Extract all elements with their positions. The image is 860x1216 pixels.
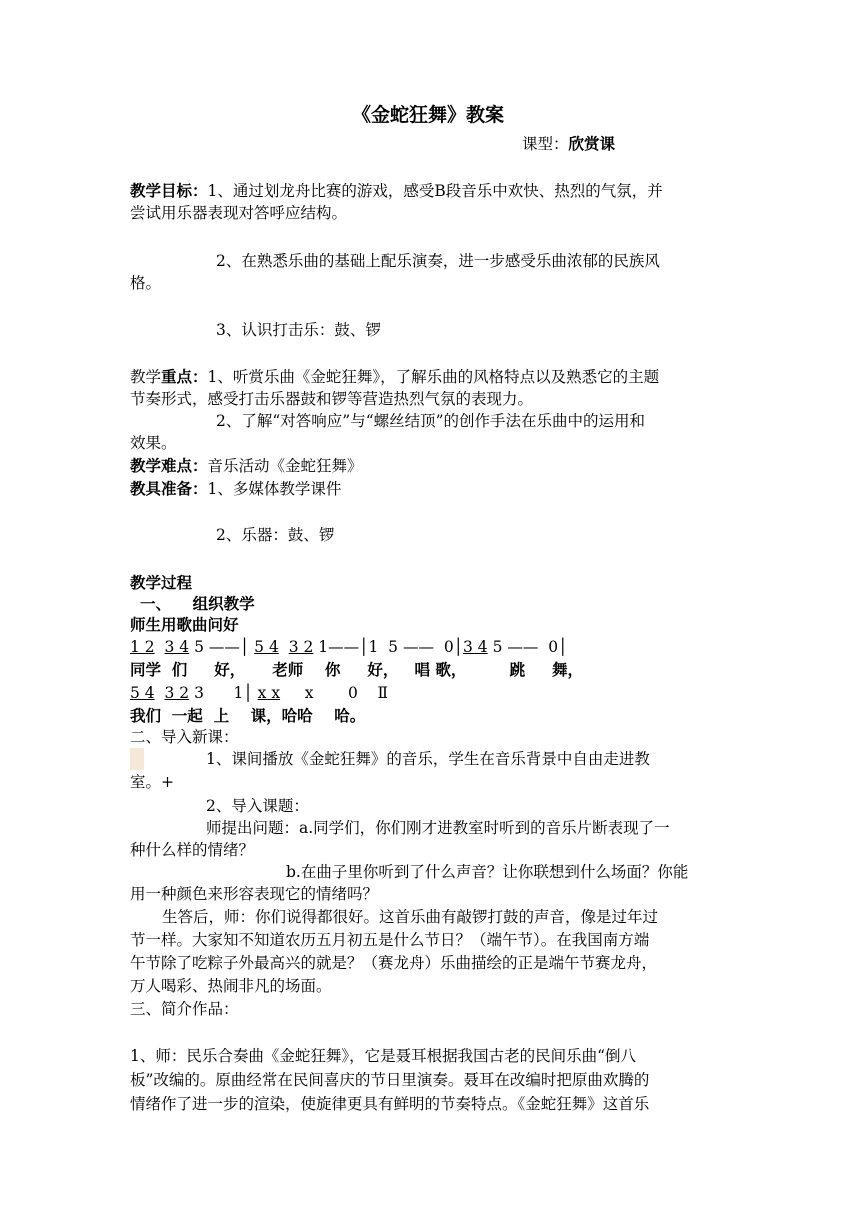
materials-line [130,478,341,500]
notation-group: 3 4 [463,638,488,656]
notation-group: 3 2 [164,684,190,702]
materials-item-1: 1、多媒体教学课件 [207,480,342,498]
course-type-value: 欣赏课 [568,134,616,153]
notation-group: 1——│1 5 —— 0│ [313,638,464,656]
difficulty-text: 音乐活动《金蛇狂舞》 [207,457,363,475]
key-points-line-1 [130,366,659,388]
process-step-1: 一、 组织教学 [140,594,255,613]
key-points-line-4: 效果。 [130,434,177,452]
objectives-line-2: 尝试用乐器表现对答呼应结构。 [130,204,348,222]
notation-group: 5 —— 0│ [487,638,568,656]
intro-line-1: 1、师：民乐合奏曲《金蛇狂舞》，它是聂耳根据我国古老的民间乐曲“倒八 [130,1047,637,1065]
course-type-label: 课型： [522,135,569,153]
step-2-item-2: 2、导入课题： [206,797,309,815]
notation-group: 5 4 [130,684,155,702]
highlight-marker [130,748,144,770]
question-b-line-2: 用一种颜色来形容表现它的情绪吗？ [130,885,379,903]
lyrics-line-2: 我们 一起 上 课，哈哈 哈。 [130,706,366,725]
objectives-text-1: 1、通过划龙舟比赛的游戏，感受B段音乐中欢快、热烈的气氛，并 [207,182,663,200]
notation-group: 3 4 [164,638,190,656]
process-heading: 教学过程 [130,573,193,592]
difficulty-label: 教学难点： [130,456,208,475]
notation-group: 5 4 [254,638,279,656]
notation-line-2 [130,682,388,704]
notation-group: x 0 Ⅱ [280,684,389,702]
question-a-line-1: 师提出问题：a.同学们，你们刚才进教室时听到的音乐片断表现了一 [206,819,670,837]
process-step-2: 二、导入新课： [130,728,239,746]
key-points-line-3: 2、了解“对答响应”与“螺丝结顶”的创作手法在乐曲中的运用和 [216,412,646,430]
objectives-item-2b: 格。 [130,274,162,292]
objectives-label: 教学目标： [130,181,208,200]
key-points-label-b: 重点： [161,367,208,386]
answer-line-3: 午节除了吃粽子外最高兴的就是？（赛龙舟）乐曲描绘的正是端午节赛龙舟， [130,954,658,972]
difficulty-line [130,455,363,477]
answer-line-4: 万人喝彩、热闹非凡的场面。 [130,977,332,995]
materials-label: 教具准备： [130,479,208,498]
objectives-item-2a: 2、在熟悉乐曲的基础上配乐演奏，进一步感受乐曲浓郁的民族风 [216,252,660,270]
answer-line-1: 生答后，师：你们说得都很好。这首乐曲有敲锣打鼓的声音，像是过年过 [162,908,659,926]
key-points-text-1: 1、听赏乐曲《金蛇狂舞》，了解乐曲的风格特点以及熟悉它的主题 [207,368,660,386]
greeting-song-title: 师生用歌曲问好 [130,615,239,634]
course-type [522,133,615,155]
materials-item-2: 2、乐器：鼓、锣 [216,526,335,544]
step-2-item-1a: 1、课间播放《金蛇狂舞》的音乐，学生在音乐背景中自由走进教 [206,750,650,768]
key-points-label-a: 教学 [130,368,162,386]
notation-group: 1 2 [130,638,155,656]
key-points-line-2: 节奏形式，感受打击乐器鼓和锣等营造热烈气氛的表现力。 [130,390,534,408]
question-a-line-2: 种什么样的情绪？ [130,841,255,859]
question-b-line-1: b.在曲子里你听到了什么声音？让你联想到什么场面？你能 [286,863,689,881]
intro-line-3: 情绪作了进一步的渲染，使旋律更具有鲜明的节奏特点。《金蛇狂舞》这首乐 [130,1095,650,1113]
notation-group: x x [257,684,281,702]
page-title: 《金蛇狂舞》教案 [352,104,505,126]
notation-line-1 [130,636,567,658]
intro-line-2: 板”改编的。原曲经常在民间喜庆的节日里演奏。聂耳在改编时把原曲欢腾的 [130,1071,650,1089]
objectives-line-1 [130,180,663,202]
notation-group: 3 1│ [189,684,253,702]
objectives-item-3: 3、认识打击乐：鼓、锣 [216,321,381,339]
answer-line-2: 节一样。大家知不知道农历五月初五是什么节日？（端午节）。在我国南方端 [130,931,650,949]
notation-group: 3 2 [288,638,314,656]
notation-group: 5 ——│ [189,638,250,656]
process-step-3: 三、简介作品： [130,1000,239,1018]
step-2-item-1b: 室。+ [130,773,174,791]
lyrics-line-1: 同学 们 好， 老师 你 好， 唱 歌， 跳 舞， [130,660,584,679]
